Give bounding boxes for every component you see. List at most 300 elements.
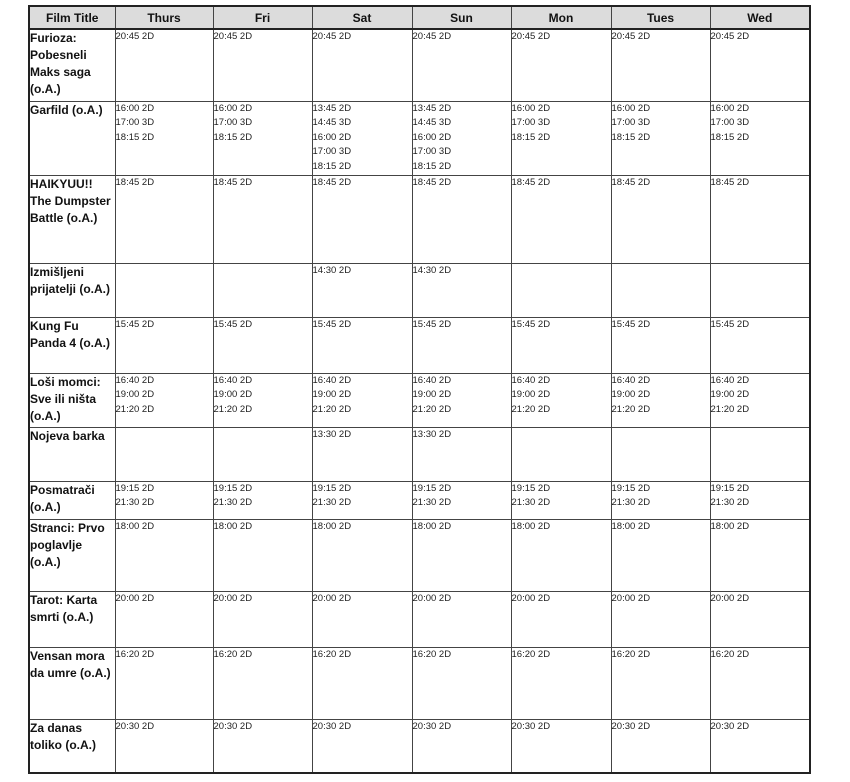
showtime: 21:20 2D <box>710 403 750 415</box>
showtime: 15:45 2D <box>710 318 750 330</box>
showtimes-cell <box>312 317 412 373</box>
showtime-list <box>116 176 213 191</box>
showtimes-cell <box>412 373 511 427</box>
showtimes-cell <box>710 591 810 647</box>
showtimes-cell <box>511 591 611 647</box>
showtime: 19:15 2D <box>312 482 352 494</box>
showtime: 16:00 2D <box>611 102 651 114</box>
showtime: 18:00 2D <box>412 520 452 532</box>
showtimes-cell <box>710 101 810 175</box>
showtimes-cell <box>611 29 710 101</box>
showtime-list <box>612 520 710 535</box>
showtime: 19:15 2D <box>611 482 651 494</box>
showtimes-cell <box>312 719 412 773</box>
showtime: 18:00 2D <box>213 520 253 532</box>
showtime: 20:45 2D <box>412 31 452 42</box>
showtimes-cell <box>710 481 810 519</box>
showtime: 19:00 2D <box>710 389 750 400</box>
showtimes-cell <box>213 317 312 373</box>
showtime: 18:15 2D <box>710 131 750 143</box>
showtimes-cell <box>312 101 412 175</box>
showtime: 18:15 2D <box>213 131 253 143</box>
header-sat: Sat <box>312 6 412 29</box>
showtime: 19:00 2D <box>312 389 352 400</box>
showtime: 20:45 2D <box>312 31 352 42</box>
showtimes-cell <box>115 519 213 591</box>
showtime-list <box>313 520 412 535</box>
showtimes-cell <box>611 719 710 773</box>
showtime-list <box>413 264 511 279</box>
film-title: Nojeva barka <box>29 427 115 481</box>
header-film-title: Film Title <box>29 6 115 29</box>
showtime-list <box>512 176 611 191</box>
showtime: 18:45 2D <box>115 176 155 188</box>
showtime: 15:45 2D <box>412 318 452 330</box>
showtimes-cell <box>312 373 412 427</box>
showtime: 18:45 2D <box>213 176 253 188</box>
showtimes-cell <box>213 427 312 481</box>
showtime-list <box>313 482 412 511</box>
showtime: 20:00 2D <box>710 592 750 604</box>
showtime: 18:15 2D <box>511 131 551 143</box>
showtime: 21:20 2D <box>115 403 155 415</box>
showtime-list <box>116 318 213 333</box>
showtimes-cell <box>115 647 213 719</box>
showtimes-cell <box>412 317 511 373</box>
showtime-list <box>313 720 412 735</box>
showtimes-cell <box>115 263 213 317</box>
showtimes-cell <box>710 317 810 373</box>
showtime: 16:20 2D <box>710 648 750 660</box>
table-row <box>29 719 810 773</box>
table-row <box>29 519 810 591</box>
showtime: 13:30 2D <box>412 428 452 440</box>
showtimes-cell <box>312 427 412 481</box>
showtimes-cell <box>412 175 511 263</box>
showtime-list <box>413 592 511 607</box>
showtime: 18:45 2D <box>710 176 750 188</box>
showtime-list <box>512 720 611 735</box>
showtimes-cell <box>312 175 412 263</box>
showtimes-cell <box>115 719 213 773</box>
showtime: 15:45 2D <box>611 318 651 330</box>
showtime-list <box>313 102 412 175</box>
showtime: 20:00 2D <box>611 592 651 604</box>
showtime: 18:00 2D <box>611 520 651 532</box>
showtime: 20:45 2D <box>511 31 551 42</box>
showtime: 19:15 2D <box>115 482 155 494</box>
showtime-list <box>711 482 810 511</box>
showtime: 20:30 2D <box>115 720 155 732</box>
showtimes-cell <box>213 29 312 101</box>
showtime-list <box>413 520 511 535</box>
showtime: 18:00 2D <box>312 520 352 532</box>
showtime: 15:45 2D <box>312 318 352 330</box>
table-row <box>29 175 810 263</box>
showtimes-cell <box>511 101 611 175</box>
showtime: 21:20 2D <box>511 403 551 415</box>
showtime-list <box>711 176 810 191</box>
table-row <box>29 317 810 373</box>
showtime-list <box>413 720 511 735</box>
showtime: 18:45 2D <box>511 176 551 188</box>
showtime: 16:40 2D <box>710 374 750 386</box>
showtimes-cell <box>710 719 810 773</box>
showtime-list <box>313 176 412 191</box>
showtime-list <box>214 102 312 146</box>
showtime-list <box>612 482 710 511</box>
showtime: 19:00 2D <box>213 389 253 400</box>
showtime: 18:45 2D <box>412 176 452 188</box>
showtime-list <box>413 318 511 333</box>
showtimes-cell <box>412 481 511 519</box>
film-title: Tarot: Karta smrti (o.A.) <box>29 591 115 647</box>
table-row <box>29 591 810 647</box>
showtime-list <box>711 318 810 333</box>
showtime: 19:15 2D <box>213 482 253 494</box>
showtime: 20:45 2D <box>611 31 651 42</box>
showtime-list <box>711 520 810 535</box>
showtimes-cell <box>213 519 312 591</box>
showtime-list <box>711 648 810 663</box>
showtime: 19:00 2D <box>412 389 452 400</box>
showtime: 20:30 2D <box>710 720 750 732</box>
showtime: 18:00 2D <box>115 520 155 532</box>
showtime: 19:00 2D <box>511 389 551 400</box>
showtime-list <box>512 592 611 607</box>
showtime-list <box>512 102 611 146</box>
showtime: 16:40 2D <box>312 374 352 386</box>
showtime-list <box>711 30 810 45</box>
showtime: 17:00 3D <box>312 146 352 157</box>
showtime: 21:20 2D <box>611 403 651 415</box>
showtime: 16:40 2D <box>115 374 155 386</box>
film-title: Stranci: Prvo poglavlje (o.A.) <box>29 519 115 591</box>
showtimes-table <box>28 5 811 774</box>
showtime: 20:30 2D <box>412 720 452 732</box>
table-row <box>29 427 810 481</box>
showtime: 16:20 2D <box>611 648 651 660</box>
showtime: 18:45 2D <box>312 176 352 188</box>
showtime-list <box>413 176 511 191</box>
film-title: Izmišljeni prijatelji (o.A.) <box>29 263 115 317</box>
showtime-list <box>711 102 810 146</box>
showtime-list <box>116 482 213 511</box>
showtimes-cell <box>511 263 611 317</box>
showtimes-cell <box>710 29 810 101</box>
showtimes-cell <box>115 373 213 427</box>
film-title: Kung Fu Panda 4 (o.A.) <box>29 317 115 373</box>
showtime: 16:20 2D <box>412 648 452 660</box>
showtime: 14:45 3D <box>312 117 352 128</box>
showtime: 16:00 2D <box>511 102 551 114</box>
showtime: 20:30 2D <box>511 720 551 732</box>
showtimes-cell <box>611 317 710 373</box>
showtime-list <box>214 30 312 45</box>
showtime-list <box>313 30 412 45</box>
showtime-list <box>214 720 312 735</box>
showtime-list <box>512 648 611 663</box>
showtime-list <box>214 648 312 663</box>
showtimes-cell <box>312 647 412 719</box>
showtime: 18:15 2D <box>312 160 352 172</box>
showtimes-cell <box>611 373 710 427</box>
header-tues: Tues <box>611 6 710 29</box>
showtimes-cell <box>611 519 710 591</box>
table-row <box>29 101 810 175</box>
showtime: 17:00 3D <box>412 146 452 157</box>
showtimes-cell <box>412 519 511 591</box>
film-title: Garfild (o.A.) <box>29 101 115 175</box>
showtime: 19:15 2D <box>412 482 452 494</box>
showtimes-cell <box>213 263 312 317</box>
showtime: 20:00 2D <box>511 592 551 604</box>
showtimes-cell <box>312 263 412 317</box>
showtime-list <box>413 374 511 418</box>
showtimes-cell <box>115 317 213 373</box>
showtime: 20:30 2D <box>213 720 253 732</box>
showtime: 16:40 2D <box>511 374 551 386</box>
showtime-list <box>313 264 412 279</box>
showtime: 16:20 2D <box>312 648 352 660</box>
showtimes-cell <box>710 263 810 317</box>
showtime: 14:30 2D <box>312 264 352 276</box>
showtime-list <box>413 102 511 175</box>
showtime: 21:30 2D <box>511 497 551 508</box>
showtime: 18:15 2D <box>611 131 651 143</box>
table-row <box>29 647 810 719</box>
showtime-list <box>116 648 213 663</box>
showtime-list <box>116 720 213 735</box>
showtime: 20:00 2D <box>412 592 452 604</box>
showtime-list <box>214 592 312 607</box>
showtimes-cell <box>412 719 511 773</box>
table-row <box>29 481 810 519</box>
showtimes-cell <box>213 373 312 427</box>
showtime: 21:30 2D <box>213 497 253 508</box>
showtimes-cell <box>412 427 511 481</box>
showtime-list <box>313 318 412 333</box>
showtimes-cell <box>213 101 312 175</box>
showtime-list <box>612 648 710 663</box>
showtimes-cell <box>611 481 710 519</box>
film-title: Vensan mora da umre (o.A.) <box>29 647 115 719</box>
showtime-list <box>214 374 312 418</box>
showtime: 20:00 2D <box>115 592 155 604</box>
showtime-list <box>313 648 412 663</box>
showtimes-cell <box>412 101 511 175</box>
showtime: 17:00 3D <box>213 117 253 128</box>
showtime: 16:20 2D <box>115 648 155 660</box>
showtime: 21:30 2D <box>312 497 352 508</box>
showtime-list <box>612 374 710 418</box>
showtime: 20:45 2D <box>710 31 750 42</box>
showtime: 19:00 2D <box>611 389 651 400</box>
header-row <box>29 6 810 29</box>
showtime-list <box>711 720 810 735</box>
header-wed: Wed <box>710 6 810 29</box>
showtime: 15:45 2D <box>115 318 155 330</box>
showtime-list <box>214 176 312 191</box>
header-thurs: Thurs <box>115 6 213 29</box>
showtime: 16:40 2D <box>611 374 651 386</box>
showtime-list <box>612 318 710 333</box>
showtime-list <box>413 648 511 663</box>
showtime-list <box>612 176 710 191</box>
showtimes-cell <box>213 175 312 263</box>
showtimes-cell <box>115 481 213 519</box>
showtime-list <box>116 102 213 146</box>
showtime: 14:30 2D <box>412 264 452 276</box>
showtime: 17:00 3D <box>710 117 750 128</box>
showtime: 21:30 2D <box>611 497 651 508</box>
showtimes-cell <box>611 427 710 481</box>
showtime: 21:20 2D <box>213 403 253 415</box>
showtime-list <box>612 102 710 146</box>
showtimes-cell <box>611 647 710 719</box>
showtimes-cell <box>213 481 312 519</box>
showtime: 20:00 2D <box>312 592 352 604</box>
showtimes-cell <box>115 591 213 647</box>
schedule-body <box>29 29 810 773</box>
showtime-list <box>711 374 810 418</box>
showtime: 16:00 2D <box>312 131 352 143</box>
showtimes-cell <box>511 481 611 519</box>
showtime-list <box>512 374 611 418</box>
showtimes-cell <box>611 263 710 317</box>
showtimes-cell <box>213 719 312 773</box>
showtime: 16:00 2D <box>710 102 750 114</box>
showtime: 18:00 2D <box>511 520 551 532</box>
showtime-list <box>413 482 511 511</box>
showtime: 13:30 2D <box>312 428 352 440</box>
showtime-list <box>512 482 611 511</box>
showtime: 20:45 2D <box>115 31 155 42</box>
showtime-list <box>413 30 511 45</box>
showtime: 19:15 2D <box>511 482 551 494</box>
showtime: 15:45 2D <box>213 318 253 330</box>
film-title: Loši momci: Sve ili ništa (o.A.) <box>29 373 115 427</box>
showtimes-cell <box>511 519 611 591</box>
showtimes-cell <box>611 175 710 263</box>
showtime: 16:00 2D <box>213 102 253 114</box>
showtimes-cell <box>611 101 710 175</box>
showtimes-cell <box>312 29 412 101</box>
showtime-list <box>116 520 213 535</box>
showtime-list <box>512 30 611 45</box>
showtime: 18:45 2D <box>611 176 651 188</box>
showtimes-cell <box>412 263 511 317</box>
showtimes-cell <box>213 591 312 647</box>
showtimes-cell <box>710 373 810 427</box>
showtime-list <box>214 520 312 535</box>
showtime-list <box>612 30 710 45</box>
header-mon: Mon <box>511 6 611 29</box>
showtimes-cell <box>412 647 511 719</box>
showtime: 14:45 3D <box>412 117 452 128</box>
showtime: 16:20 2D <box>511 648 551 660</box>
showtime-list <box>313 428 412 443</box>
showtimes-cell <box>710 647 810 719</box>
showtimes-cell <box>115 101 213 175</box>
showtime: 20:30 2D <box>611 720 651 732</box>
showtime: 18:15 2D <box>115 131 155 143</box>
table-row <box>29 29 810 101</box>
showtime: 21:20 2D <box>312 403 352 415</box>
showtimes-cell <box>710 175 810 263</box>
showtime: 16:40 2D <box>412 374 452 386</box>
header-sun: Sun <box>412 6 511 29</box>
showtime: 16:00 2D <box>412 131 452 143</box>
header-fri: Fri <box>213 6 312 29</box>
showtime: 16:00 2D <box>115 102 155 114</box>
showtimes-cell <box>213 647 312 719</box>
showtimes-cell <box>115 427 213 481</box>
showtime: 17:00 3D <box>511 117 551 128</box>
showtimes-cell <box>511 647 611 719</box>
showtime: 13:45 2D <box>312 102 352 114</box>
showtime-list <box>116 592 213 607</box>
showtime-list <box>612 720 710 735</box>
showtimes-cell <box>115 29 213 101</box>
showtime: 17:00 3D <box>611 117 651 128</box>
showtimes-cell <box>710 519 810 591</box>
showtime: 13:45 2D <box>412 102 452 114</box>
showtime: 20:30 2D <box>312 720 352 732</box>
film-title: HAIKYUU!! The Dumpster Battle (o.A.) <box>29 175 115 263</box>
showtimes-cell <box>511 719 611 773</box>
showtime: 21:30 2D <box>115 497 155 508</box>
showtime: 16:20 2D <box>213 648 253 660</box>
showtimes-cell <box>511 317 611 373</box>
showtime-list <box>413 428 511 443</box>
showtime: 18:00 2D <box>710 520 750 532</box>
showtime: 20:45 2D <box>213 31 253 42</box>
showtime-list <box>214 482 312 511</box>
showtime-list <box>313 592 412 607</box>
showtimes-cell <box>115 175 213 263</box>
showtime: 17:00 3D <box>115 117 155 128</box>
showtimes-cell <box>511 373 611 427</box>
showtimes-cell <box>412 29 511 101</box>
showtime-list <box>711 592 810 607</box>
showtimes-cell <box>312 519 412 591</box>
showtime-list <box>116 30 213 45</box>
showtimes-cell <box>710 427 810 481</box>
showtime: 16:40 2D <box>213 374 253 386</box>
table-row <box>29 263 810 317</box>
showtime: 18:15 2D <box>412 160 452 172</box>
table-row <box>29 373 810 427</box>
showtimes-cell <box>511 427 611 481</box>
showtimes-cell <box>611 591 710 647</box>
showtimes-cell <box>412 591 511 647</box>
showtime: 19:15 2D <box>710 482 750 494</box>
showtime: 20:00 2D <box>213 592 253 604</box>
showtime: 21:30 2D <box>412 497 452 508</box>
showtime: 15:45 2D <box>511 318 551 330</box>
showtime-list <box>612 592 710 607</box>
film-title: Furioza: Pobesneli Maks saga (o.A.) <box>29 29 115 101</box>
showtimes-cell <box>312 591 412 647</box>
showtime-list <box>116 374 213 418</box>
showtime: 21:20 2D <box>412 403 452 415</box>
showtimes-cell <box>511 175 611 263</box>
showtime-list <box>214 318 312 333</box>
showtimes-cell <box>511 29 611 101</box>
film-title: Posmatrači (o.A.) <box>29 481 115 519</box>
showtimes-cell <box>312 481 412 519</box>
